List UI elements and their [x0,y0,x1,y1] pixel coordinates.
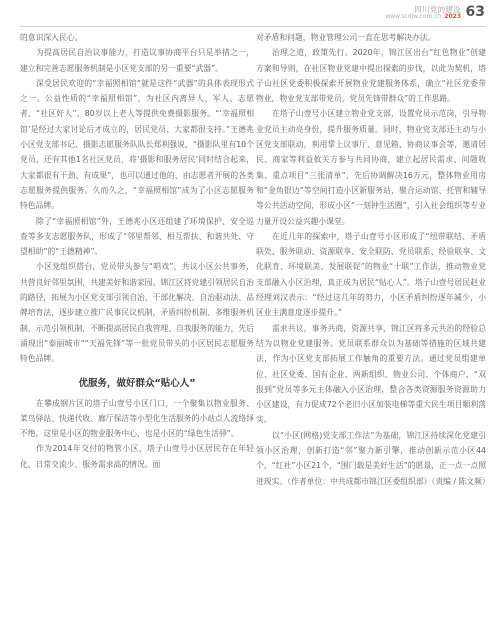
paragraph: 在近几年的探索中，塔子山壹号小区形成了“纽带联结、矛盾联处、服务联动、资源联享、安全联防、党员联系、经验联享、文化联育、环境联美、发展联促”的物业“十联”工作法，推动物业党支部融入小区治理，真正成为居民“贴心人”。塔子山壹号居民赵业经理刘汉表示：“经过这几年的努力，小区矛盾纠纷逐年减少，小区业主满意度逐步提升。” [256,231,486,318]
paragraph: 除了“幸福照相馆”外，王德兆小区还组建了环境保护、安全巡查等多支志愿服务队，形成了“邻里帮邻、相互帮扶、和谐共处、守望相助”的“王德精神”。 [20,216,254,257]
paragraph: 以“小区(网格)党支部工作法”为基础，锦江区持续深化党建引领小区治理，创新打造“邻”聚力新引擎，推动创新示范小区44个，“红社”小区21个，“围门载是美好生活”的愿景，正一点一点照进现实。（作者单位：中共成都市锦江区委组织部）（责编 / 陈文频） [256,430,490,486]
journal-year: 2023 [444,13,461,20]
right-column [256,30,490,489]
journal-title: 四川党的建设 [414,5,461,14]
paragraph: 深受居民欢迎的“幸福照相馆”就是这件“武器”的具体表现形式之一。公益性质的“幸福照相馆”，为社区内离异人、军人、志愿者、“社区好人”、80岁以上老人等提供免费摄影服务。“‘幸福照相馆’是经过大家讨论后才成立的，居民党员、大家都很支持。”王德兆小区党支部书记、摄影志愿服务队队长郑利强说，“摄影队里有10个党员，还有其他1名社区党员，将‘摄影和服务居民’同时结合起来，大家都很有干劲、有成果”，也可以通过他的、由志愿者开展的各类志愿服务提供服务。久而久之，“幸福照相馆”成为了小区志愿服务特色品牌。 [20,78,254,211]
page-header [0,0,503,26]
paragraph: 治理之道，政策先行。2020年，锦江区出台“红色物业”创建方案和导则，在社区物业党建中提出探索的步伐，以此为契机，塔子山社区党委积极探索开展物业党建服务体系，确立“社区党委带物业，物业党支部带党员，党员先锋带群众”的工作思路。 [256,48,486,104]
paragraph: 为提高居民自治议事能力，打造议事协商平台只是举措之一，建立和完善志愿服务机制是小区党支部的另一重要“武器”。 [20,48,254,73]
paragraph: 对矛盾和问题，物业管理公司一直在思考解决办法。 [256,33,436,42]
paragraph: 在攀成钢片区的塔子山壹号小区门口，一个聚集以物业服务、菜鸟驿站、快递代收、廊厅保洁等小型化生活服务的小站点人流络绎不绝，这里是小区的物业服务中心，也是小区的“绿色生活驿”。 [20,398,254,439]
section-subheading: 优服务，做好群众“贴心人” [78,377,196,389]
journal-url: www.scdjw.com.cn [385,13,442,20]
paragraph: 小区党组织搭台，党员带头参与“唱戏”，共议小区公共事务，共营良好邻里氛围，共建美好和谐家园。锦江区将党建引领居民自治的路径，拓展为小区党支部引领自治、干部化解决、自治驱动法、品牌培育法，逐步建立推广民事民议机制，矛盾纠纷机制、多维服务机制，示范引领机制，不断提高居民自我管理、自我服务的能力，先后涌现出“泰丽城市”“天福先锋”等一批党员带头的小区居民志愿服务特色品牌。 [20,262,254,364]
journal-site [385,13,461,20]
page-number: 63 [465,4,485,20]
paragraph: 在塔子山壹号小区建立物业党支部，设置党员示范岗，引导物业党员主动亮身份，提升服务质量。同时，物业党支部还主动与小区党支部联动，利用掌上议事厅、意见箱、协商议事会等，邀请居民、商家等利益攸关方参与共同协商，建立起居民需求、问题收集、重点项目“三张清单”，先后协调解决16万元，整体物业用房和“金角银边”等空间打造小区新服务站，聚合运动馆、托管和辅导等公共活动空间，形成小区“一刻钟生活圈”，引入社会组织等专业力量开设公益兴趣小课堂。 [256,109,486,226]
paragraph: 的意识深入民心。 [20,33,83,42]
header-divider [20,26,485,27]
paragraph: 作为2014年交付的物管小区，塔子山壹号小区居民存在年轻化、日常交流少、服务需求高的情况。面 [20,444,254,469]
left-column [20,30,254,472]
paragraph: 需求共议，事务共商，资源共享，锦江区将多元共治的经验总结为以物业党建服务。党员联系群众以为基础等措施的区域共建法，作为小区党支部拓展工作触角的重要方法。通过党员组建单位、社区党委、国有企业、两新组织、物业公司、个体商户、“双报到”党员等多元主体融入小区治理，整合各类资源服务资源助力小区建设，有力促成72个老旧小区加装电梯等重大民生项目顺利落实。 [256,323,486,425]
